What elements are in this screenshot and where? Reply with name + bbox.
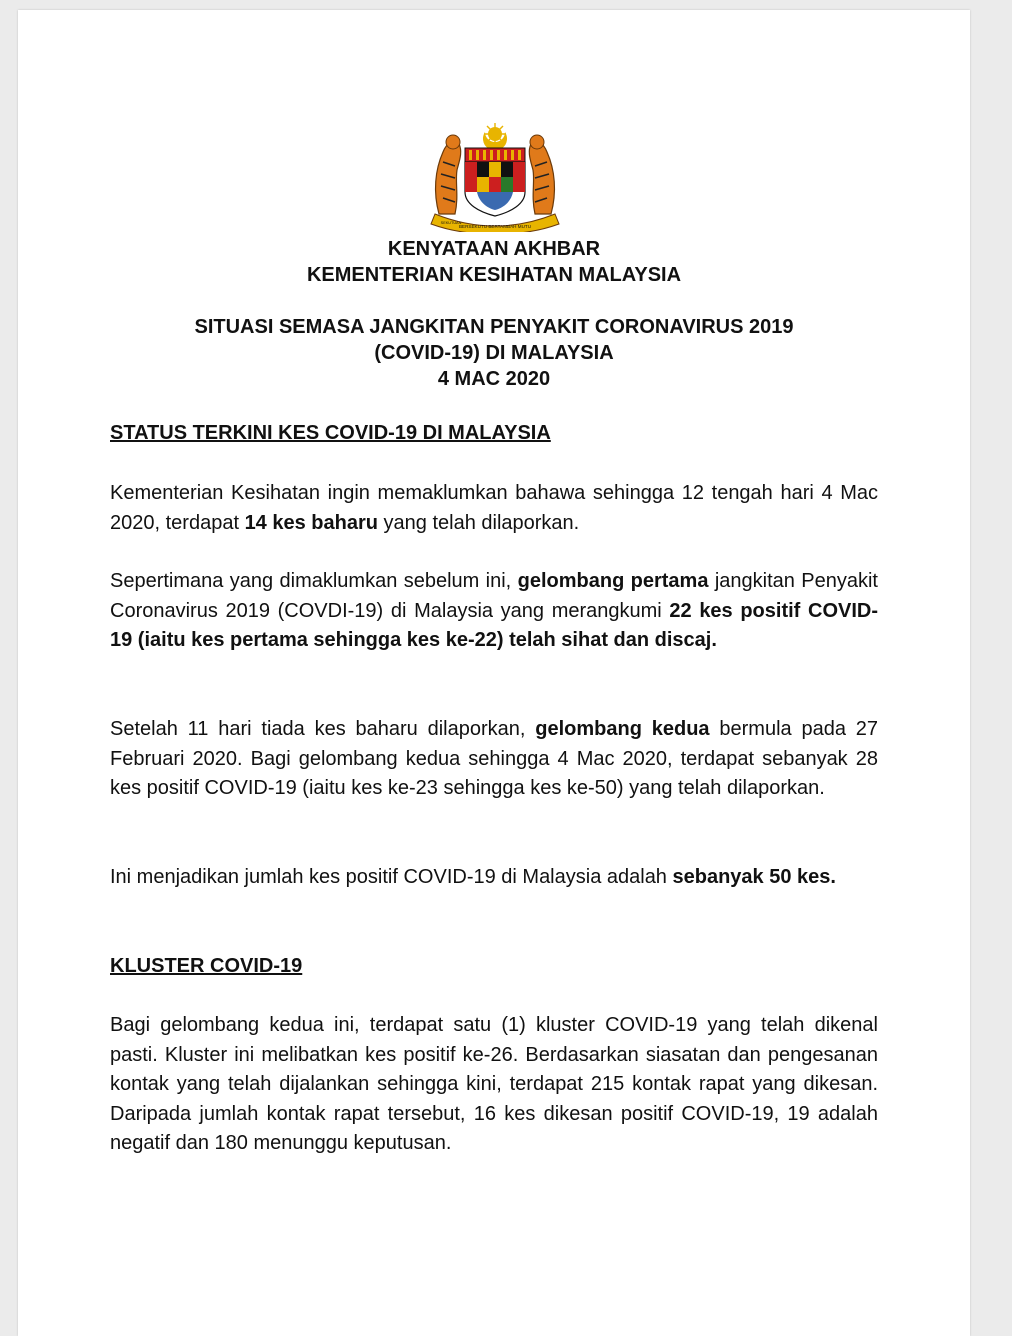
paragraph-new-cases — [110, 479, 878, 538]
paragraph-cluster: Bagi gelombang kedua ini, terdapat satu (1) kluster COVID-19 yang telah dikenal pasti. Kluster ini melibatkan kes positif ke-26. Berdasarkan siasatan dan pengesanan kontak yang telah dijalankan sehingga kini, terdapat 215 kontak rapat yang dikesan. Daripada jumlah kontak rapat tersebut, 16 kes dikesan positif COVID-19, 19 adalah negatif dan 180 menunggu keputusan. — [110, 1014, 878, 1154]
paragraph-total-cases-bold: sebanyak 50 kes. — [672, 866, 836, 888]
document-title-date: 4 MAC 2020 — [437, 368, 551, 390]
paragraph-new-cases-text-end: yang telah dilaporkan. — [377, 511, 580, 534]
paragraph-first-wave-text-mid: jangkitan Penyakit Coronavirus 2019 (COVDI-19) di Malaysia yang merangkumi — [110, 570, 878, 622]
paragraph-second-wave-text-end: bermula pada 27 Februari 2020. Bagi gelombang kedua sehingga 4 Mac 2020, terdapat sebanyak 28 kes positif COVID-19 (iaitu kes ke-23 sehingga kes ke-50) yang telah dilaporkan. — [110, 718, 879, 799]
paragraph-first-wave-text: Sepertimana yang dimaklumkan sebelum ini, — [110, 570, 518, 592]
press-release-page — [18, 10, 970, 1336]
paragraph-second-wave — [110, 715, 878, 804]
press-heading-line1: KENYATAAN AKHBAR — [387, 238, 601, 260]
paragraph-first-wave-bold: gelombang pertama — [517, 570, 709, 592]
paragraph-total-cases — [110, 863, 878, 893]
paragraph-new-cases-text: Kementerian Kesihatan ingin memaklumkan bahawa sehingga 12 tengah hari 4 Mac 2020, terdapat — [110, 482, 878, 534]
document-title-line2: (COVID-19) DI MALAYSIA — [374, 342, 614, 364]
section-heading-cluster: KLUSTER COVID-19 — [110, 955, 303, 977]
press-heading — [18, 236, 970, 288]
document-title-line1: SITUASI SEMASA JANGKITAN PENYAKIT CORONAVIRUS 2019 — [194, 316, 794, 338]
crest-motto: BERSEKUTU BERTAMBAH MUTU — [458, 224, 532, 229]
paragraph-new-cases-bold: 14 kes baharu — [244, 511, 378, 534]
section-heading-status: STATUS TERKINI KES COVID-19 DI MALAYSIA — [110, 422, 551, 444]
paragraph-total-cases-text: Ini menjadikan jumlah kes positif COVID-19 di Malaysia adalah — [110, 866, 673, 888]
paragraph-first-wave — [110, 567, 878, 656]
paragraph-first-wave-bold-end: 22 kes positif COVID-19 (iaitu kes pertama sehingga kes ke-22) telah sihat dan discaj. — [110, 599, 878, 651]
paragraph-second-wave-text: Setelah 11 hari tiada kes baharu dilaporkan, — [110, 718, 536, 740]
document-title — [18, 314, 970, 392]
paragraph-second-wave-bold: gelombang kedua — [535, 718, 710, 740]
press-heading-line2: KEMENTERIAN KESIHATAN MALAYSIA — [306, 264, 682, 286]
crest-ribbon-left: SEKUTUAN — [440, 221, 462, 225]
malaysia-coat-of-arms-icon — [425, 122, 565, 232]
